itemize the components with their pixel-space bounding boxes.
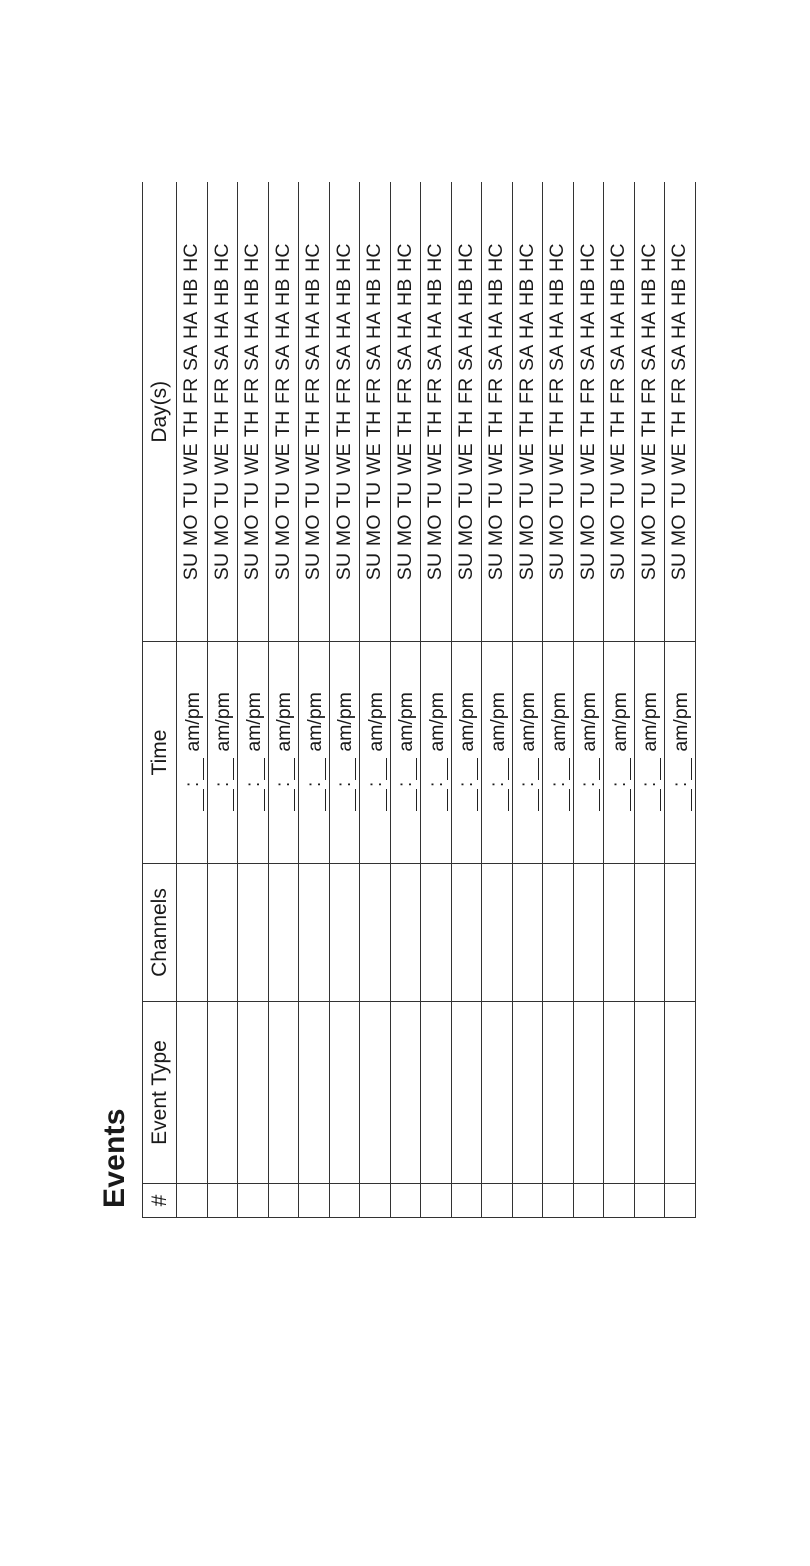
channels-cell[interactable]: [177, 864, 208, 1002]
time-entry[interactable]: [543, 692, 570, 813]
event-type-cell[interactable]: [512, 1002, 543, 1184]
row-number-cell[interactable]: [573, 1184, 604, 1218]
time-entry[interactable]: [604, 692, 631, 813]
time-colon: :: [212, 781, 233, 787]
table-row: [329, 183, 360, 1218]
time-cell[interactable]: [665, 642, 696, 864]
channels-cell[interactable]: [299, 864, 330, 1002]
event-type-cell[interactable]: [573, 1002, 604, 1184]
hour-blank[interactable]: [457, 789, 478, 811]
minute-blank[interactable]: [671, 758, 692, 780]
event-type-cell[interactable]: [543, 1002, 574, 1184]
channels-cell[interactable]: [665, 864, 696, 1002]
hour-blank[interactable]: [610, 789, 631, 811]
hour-blank[interactable]: [488, 789, 509, 811]
channels-cell[interactable]: [482, 864, 513, 1002]
days-cell[interactable]: SU MO TU WE TH FR SA HA HB HC: [634, 183, 665, 642]
row-number-cell[interactable]: [421, 1184, 452, 1218]
days-cell[interactable]: SU MO TU WE TH FR SA HA HB HC: [238, 183, 269, 642]
am-pm-label[interactable]: am/pm: [273, 692, 295, 752]
am-pm-label[interactable]: am/pm: [456, 692, 478, 752]
table-row: [634, 183, 665, 1218]
time-cell[interactable]: [268, 642, 299, 864]
row-number-cell[interactable]: [604, 1184, 635, 1218]
minute-blank[interactable]: [457, 758, 478, 780]
time-entry[interactable]: [512, 692, 539, 813]
days-cell[interactable]: SU MO TU WE TH FR SA HA HB HC: [299, 183, 330, 642]
channels-cell[interactable]: [634, 864, 665, 1002]
channels-cell[interactable]: [543, 864, 574, 1002]
minute-blank[interactable]: [396, 758, 417, 780]
days-cell[interactable]: SU MO TU WE TH FR SA HA HB HC: [177, 183, 208, 642]
hour-blank[interactable]: [640, 789, 661, 811]
row-number-cell[interactable]: [665, 1184, 696, 1218]
time-entry[interactable]: [421, 692, 448, 813]
table-row: [390, 183, 421, 1218]
minute-blank[interactable]: [610, 758, 631, 780]
time-entry[interactable]: [268, 692, 295, 813]
row-number-cell[interactable]: [268, 1184, 299, 1218]
event-type-cell[interactable]: [390, 1002, 421, 1184]
days-cell[interactable]: SU MO TU WE TH FR SA HA HB HC: [482, 183, 513, 642]
time-cell[interactable]: [604, 642, 635, 864]
row-number-cell[interactable]: [390, 1184, 421, 1218]
days-cell[interactable]: SU MO TU WE TH FR SA HA HB HC: [329, 183, 360, 642]
table-row: [512, 183, 543, 1218]
time-colon: :: [608, 781, 630, 787]
row-number-cell[interactable]: [482, 1184, 513, 1218]
time-cell[interactable]: [177, 642, 208, 864]
hour-blank[interactable]: [366, 789, 387, 811]
row-number-cell[interactable]: [543, 1184, 574, 1218]
days-cell[interactable]: SU MO TU WE TH FR SA HA HB HC: [512, 183, 543, 642]
table-row: [451, 183, 482, 1218]
event-type-cell[interactable]: [360, 1002, 391, 1184]
table-row: [299, 183, 330, 1218]
days-cell[interactable]: SU MO TU WE TH FR SA HA HB HC: [573, 183, 604, 642]
section-title: Events: [98, 1108, 131, 1208]
hour-blank[interactable]: [335, 789, 356, 811]
channels-cell[interactable]: [329, 864, 360, 1002]
table-row: [238, 183, 269, 1218]
days-cell[interactable]: SU MO TU WE TH FR SA HA HB HC: [268, 183, 299, 642]
row-number-cell[interactable]: [238, 1184, 269, 1218]
hour-blank[interactable]: [305, 789, 326, 811]
channels-cell[interactable]: [604, 864, 635, 1002]
event-type-cell[interactable]: [177, 1002, 208, 1184]
am-pm-label[interactable]: am/pm: [639, 692, 661, 752]
hour-blank[interactable]: [549, 789, 570, 811]
time-cell[interactable]: [543, 642, 574, 864]
event-type-cell[interactable]: [482, 1002, 513, 1184]
time-colon: :: [242, 781, 264, 787]
channels-cell[interactable]: [573, 864, 604, 1002]
row-number-cell[interactable]: [634, 1184, 665, 1218]
am-pm-label[interactable]: am/pm: [181, 692, 204, 752]
time-colon: :: [639, 781, 660, 787]
minute-blank[interactable]: [274, 758, 295, 780]
time-cell[interactable]: [573, 642, 604, 864]
table-row: [177, 183, 208, 1218]
hour-blank[interactable]: [579, 789, 600, 811]
am-pm-label[interactable]: am/pm: [578, 692, 600, 752]
hour-blank[interactable]: [396, 789, 417, 811]
event-type-cell[interactable]: [268, 1002, 299, 1184]
channels-cell[interactable]: [360, 864, 391, 1002]
time-cell[interactable]: [238, 642, 269, 864]
column-header-time: Time: [143, 642, 177, 864]
table-row: [421, 183, 452, 1218]
time-colon: :: [578, 781, 599, 787]
minute-blank[interactable]: [305, 758, 326, 780]
rotated-form-page: [95, 183, 705, 1218]
channels-cell[interactable]: [421, 864, 452, 1002]
minute-blank[interactable]: [640, 758, 661, 780]
time-cell[interactable]: [329, 642, 360, 864]
am-pm-label[interactable]: am/pm: [334, 692, 356, 752]
row-number-cell[interactable]: [360, 1184, 391, 1218]
table-row: [573, 183, 604, 1218]
time-entry[interactable]: [207, 692, 234, 813]
time-cell[interactable]: [360, 642, 391, 864]
time-colon: :: [517, 781, 538, 787]
hour-blank[interactable]: [244, 789, 265, 811]
time-entry[interactable]: [451, 692, 478, 813]
days-cell[interactable]: SU MO TU WE TH FR SA HA HB HC: [451, 183, 482, 642]
minute-blank[interactable]: [183, 758, 204, 780]
event-type-cell[interactable]: [299, 1002, 330, 1184]
time-colon: :: [547, 781, 569, 787]
channels-cell[interactable]: [451, 864, 482, 1002]
am-pm-label[interactable]: am/pm: [486, 692, 509, 752]
time-entry[interactable]: [634, 692, 661, 813]
event-type-cell[interactable]: [329, 1002, 360, 1184]
time-entry[interactable]: [299, 692, 326, 813]
am-pm-label[interactable]: am/pm: [364, 692, 387, 752]
time-entry[interactable]: [360, 692, 387, 813]
days-cell[interactable]: SU MO TU WE TH FR SA HA HB HC: [390, 183, 421, 642]
column-header-days: Day(s): [143, 183, 177, 642]
time-colon: :: [334, 781, 355, 787]
am-pm-label[interactable]: am/pm: [395, 692, 417, 752]
time-colon: :: [273, 781, 294, 787]
time-entry[interactable]: [329, 692, 356, 813]
minute-blank[interactable]: [213, 758, 234, 780]
days-cell[interactable]: SU MO TU WE TH FR SA HA HB HC: [207, 183, 238, 642]
event-type-cell[interactable]: [207, 1002, 238, 1184]
channels-cell[interactable]: [268, 864, 299, 1002]
time-entry[interactable]: [482, 692, 509, 813]
time-cell[interactable]: [390, 642, 421, 864]
time-cell[interactable]: [634, 642, 665, 864]
event-type-cell[interactable]: [634, 1002, 665, 1184]
time-colon: :: [425, 781, 447, 787]
days-cell[interactable]: SU MO TU WE TH FR SA HA HB HC: [360, 183, 391, 642]
channels-cell[interactable]: [512, 864, 543, 1002]
events-table: [142, 183, 696, 1219]
minute-blank[interactable]: [549, 758, 570, 780]
minute-blank[interactable]: [579, 758, 600, 780]
am-pm-label[interactable]: am/pm: [242, 692, 265, 752]
minute-blank[interactable]: [427, 758, 448, 780]
table-row: [543, 183, 574, 1218]
am-pm-label[interactable]: am/pm: [517, 692, 539, 752]
minute-blank[interactable]: [518, 758, 539, 780]
table-row: [268, 183, 299, 1218]
column-header-channels: Channels: [143, 864, 177, 1002]
time-cell[interactable]: [207, 642, 238, 864]
days-cell[interactable]: SU MO TU WE TH FR SA HA HB HC: [604, 183, 635, 642]
events-table-body: [177, 183, 696, 1218]
days-cell[interactable]: SU MO TU WE TH FR SA HA HB HC: [421, 183, 452, 642]
minute-blank[interactable]: [244, 758, 265, 780]
minute-blank[interactable]: [366, 758, 387, 780]
time-colon: :: [456, 781, 477, 787]
time-entry[interactable]: [390, 692, 417, 813]
time-cell[interactable]: [299, 642, 330, 864]
event-type-cell[interactable]: [451, 1002, 482, 1184]
row-number-cell[interactable]: [207, 1184, 238, 1218]
hour-blank[interactable]: [671, 789, 692, 811]
am-pm-label[interactable]: am/pm: [608, 692, 631, 752]
event-type-cell[interactable]: [665, 1002, 696, 1184]
hour-blank[interactable]: [213, 789, 234, 811]
table-header-row: [143, 183, 177, 1218]
time-colon: :: [303, 781, 325, 787]
table-row: [360, 183, 391, 1218]
hour-blank[interactable]: [427, 789, 448, 811]
time-cell[interactable]: [451, 642, 482, 864]
time-cell[interactable]: [512, 642, 543, 864]
minute-blank[interactable]: [488, 758, 509, 780]
time-colon: :: [364, 781, 386, 787]
row-number-cell[interactable]: [329, 1184, 360, 1218]
am-pm-label[interactable]: am/pm: [547, 692, 570, 752]
am-pm-label[interactable]: am/pm: [425, 692, 448, 752]
days-cell[interactable]: SU MO TU WE TH FR SA HA HB HC: [543, 183, 574, 642]
time-colon: :: [486, 781, 508, 787]
table-row: [604, 183, 635, 1218]
time-cell[interactable]: [482, 642, 513, 864]
time-entry[interactable]: [238, 692, 265, 813]
row-number-cell[interactable]: [512, 1184, 543, 1218]
am-pm-label[interactable]: am/pm: [303, 692, 326, 752]
row-number-cell[interactable]: [299, 1184, 330, 1218]
minute-blank[interactable]: [335, 758, 356, 780]
row-number-cell[interactable]: [177, 1184, 208, 1218]
event-type-cell[interactable]: [238, 1002, 269, 1184]
time-entry[interactable]: [177, 692, 204, 813]
am-pm-label[interactable]: am/pm: [212, 692, 234, 752]
channels-cell[interactable]: [238, 864, 269, 1002]
column-header-event-type: Event Type: [143, 1002, 177, 1184]
am-pm-label[interactable]: am/pm: [669, 692, 692, 752]
time-colon: :: [395, 781, 416, 787]
event-type-cell[interactable]: [421, 1002, 452, 1184]
hour-blank[interactable]: [183, 789, 204, 811]
table-row: [482, 183, 513, 1218]
time-cell[interactable]: [421, 642, 452, 864]
channels-cell[interactable]: [207, 864, 238, 1002]
hour-blank[interactable]: [518, 789, 539, 811]
channels-cell[interactable]: [390, 864, 421, 1002]
time-colon: :: [669, 781, 691, 787]
time-entry[interactable]: [573, 692, 600, 813]
table-row: [665, 183, 696, 1218]
time-entry[interactable]: [665, 692, 692, 813]
hour-blank[interactable]: [274, 789, 295, 811]
column-header-number: #: [143, 1184, 177, 1218]
row-number-cell[interactable]: [451, 1184, 482, 1218]
event-type-cell[interactable]: [604, 1002, 635, 1184]
time-colon: :: [181, 781, 203, 787]
table-row: [207, 183, 238, 1218]
days-cell[interactable]: SU MO TU WE TH FR SA HA HB HC: [665, 183, 696, 642]
